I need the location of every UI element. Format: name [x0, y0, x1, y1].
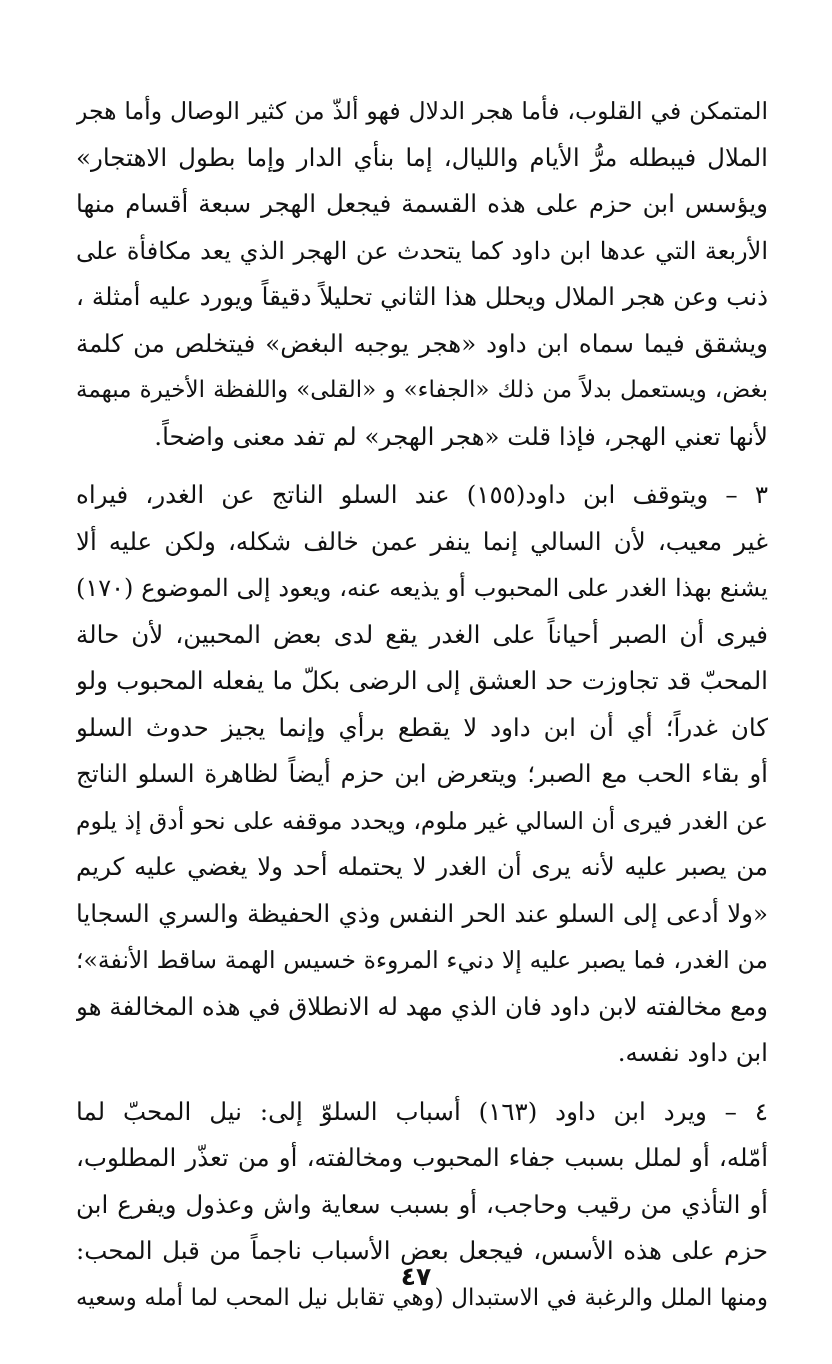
paragraph-gap	[76, 1077, 768, 1089]
paragraph-2	[76, 472, 768, 1077]
text-line: «ولا أدعى إلى السلو عند الحر النفس وذي الحفيظة والسري السجايا	[76, 898, 768, 928]
text-line: ويشقق فيما سماه ابن داود «هجر يوجبه البغض» فيتخلص من كلمة	[76, 328, 768, 358]
text-line: الأربعة التي عدها ابن داود كما يتحدث عن الهجر الذي يعد مكافأة على	[76, 236, 768, 265]
text-line: ومنها الملل والرغبة في الاستبدال (وهي تقابل نيل المحب لما أمله وسعيه	[76, 1284, 768, 1311]
text-line: ابن داود نفسه.	[617, 1038, 768, 1067]
text-line: أو بقاء الحب مع الصبر؛ ويتعرض ابن حزم أيضاً لظاهرة السلو الناتج	[76, 759, 768, 788]
text-line: بغض، ويستعمل بدلاً من ذلك «الجفاء» و «القلى» واللفظة الأخيرة مبهمة	[76, 377, 768, 403]
text-line: الملال فيبطله مرُّ الأيام والليال، إما بنأي الدار وإما بطول الاهتجار»	[76, 142, 768, 172]
page-number: ٤٧	[400, 1262, 432, 1291]
text-line: فيرى أن الصبر أحياناً على الغدر يقع لدى بعض المحبين، لأن حالة	[76, 619, 768, 649]
text-line: يشنع بهذا الغدر على المحبوب أو يذيعه عنه، ويعود إلى الموضوع (١٧٠)	[76, 574, 768, 602]
text-line: عن الغدر فيرى أن السالي غير ملوم، ويحدد موقفه على نحو أدق إذ يلوم	[76, 806, 768, 835]
text-line: ذنب وعن هجر الملال ويحلل هذا الثاني تحليلاً دقيقاً ويورد عليه أمثلة ،	[76, 282, 768, 311]
text-line: من يصبر عليه لأنه يرى أن الغدر لا يحتمله أحد ولا يغضي عليه كريم	[76, 852, 768, 881]
text-line: حزم على هذه الأسس، فيجعل بعض الأسباب ناجماً من قبل المحب:	[76, 1236, 768, 1265]
text-line: لأنها تعني الهجر، فإذا قلت «هجر الهجر» لم تفد معنى واضحاً.	[154, 421, 768, 451]
text-line: أو التأذي من رقيب وحاجب، أو بسبب سعاية واش وعذول ويفرع ابن	[76, 1189, 768, 1219]
paragraph-gap	[76, 460, 768, 472]
text-line: كان غدراً؛ أي أن ابن داود لا يقطع برأي وإنما يجيز حدوث السلو	[76, 712, 768, 742]
page-body	[76, 88, 768, 1321]
text-line: ومع مخالفته لابن داود فان الذي مهد له الانطلاق في هذه المخالفة هو	[76, 991, 768, 1021]
text-line: أمّله، أو لملل بسبب جفاء المحبوب ومخالفته، أو من تعذّر المطلوب،	[76, 1143, 768, 1172]
text-line: المتمكن في القلوب، فأما هجر الدلال فهو ألذّ من كثير الوصال وأما هجر	[76, 97, 768, 125]
text-line: ويؤسس ابن حزم على هذه القسمة فيجعل الهجر سبعة أقسام منها	[76, 189, 768, 218]
paragraph-1	[76, 88, 768, 460]
text-line: ٤ – ويرد ابن داود (١٦٣) أسباب السلوّ إلى: نيل المحبّ لما	[76, 1096, 768, 1126]
text-line: من الغدر، فما يصبر عليه إلا دنيء المروءة خسيس الهمة ساقط الأنفة»؛	[76, 946, 768, 974]
text-line: غير معيب، لأن السالي إنما ينفر عمن خالف شكله، ولكن عليه ألا	[76, 526, 768, 556]
text-line: ٣ – ويتوقف ابن داود(١٥٥) عند السلو الناتج عن الغدر، فيراه	[76, 480, 768, 509]
text-line: المحبّ قد تجاوزت حد العشق إلى الرضى بكلّ ما يفعله المحبوب ولو	[76, 666, 768, 695]
